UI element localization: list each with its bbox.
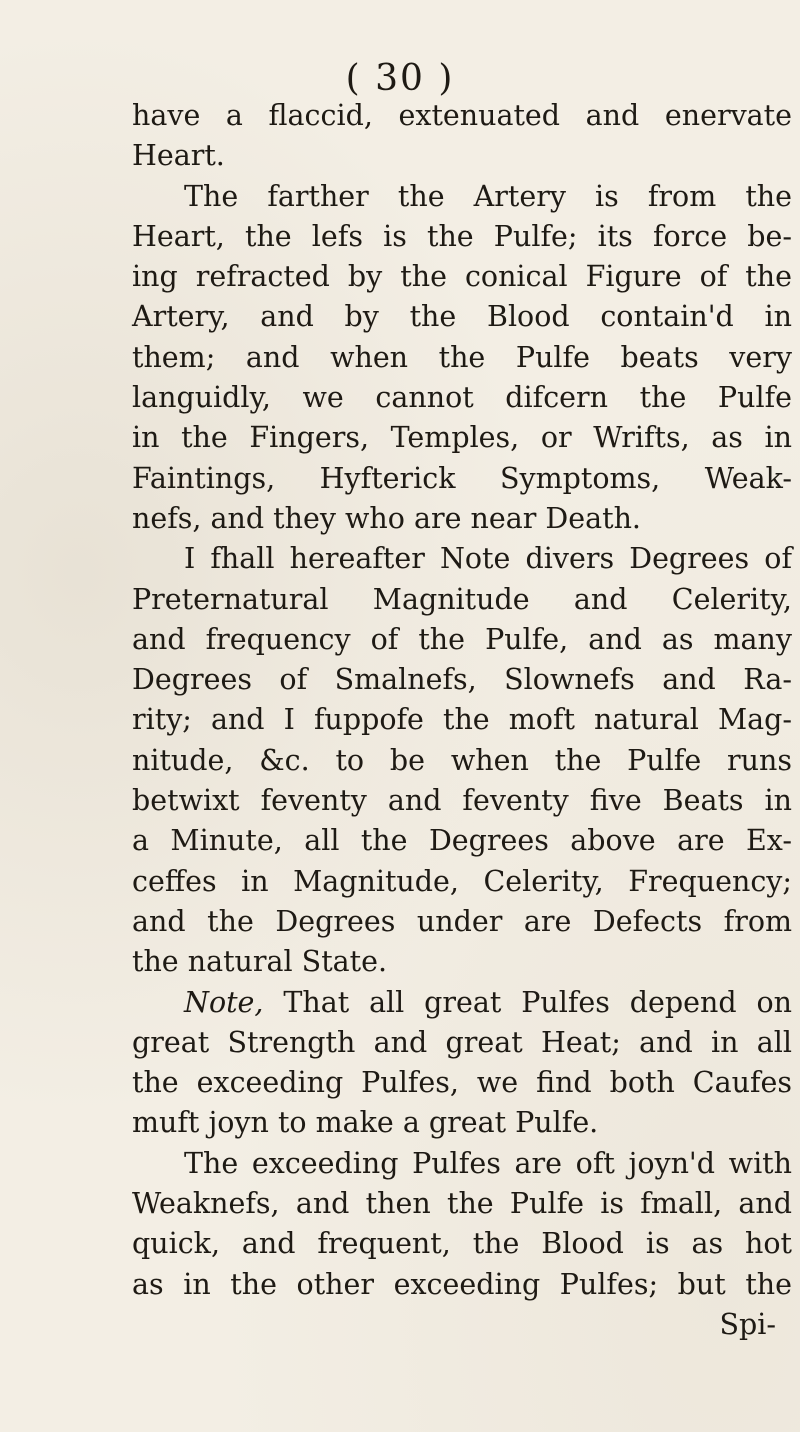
- text-line: as in the other exceeding Pulfes; but the: [132, 1267, 792, 1301]
- text-line: great Strength and great Heat; and in all: [132, 1025, 792, 1059]
- text-line: the natural State.: [132, 945, 388, 979]
- text-line: Heart.: [132, 139, 225, 173]
- text-line: Heart, the lefs is the Pulfe; its force be-: [132, 219, 792, 253]
- text-line: Degrees of Smalnefs, Slownefs and Ra-: [132, 663, 792, 697]
- text-line: Preternatural Magnitude and Celerity,: [132, 582, 792, 616]
- page-number: ( 30 ): [345, 58, 455, 99]
- text-line: Weaknefs, and then the Pulfe is fmall, and: [132, 1187, 792, 1221]
- text-line: Faintings, Hyfterick Symptoms, Weak-: [132, 461, 792, 495]
- body-text: [132, 96, 792, 1345]
- text-line: [132, 983, 792, 1023]
- text-line: The farther the Artery is from the: [184, 179, 792, 213]
- text-line: nitude, &c. to be when the Pulfe runs: [132, 743, 792, 777]
- text-line: the exceeding Pulfes, we find both Caufes: [132, 1066, 792, 1100]
- text-line: and frequency of the Pulfe, and as many: [132, 622, 792, 656]
- text-line: languidly, we cannot difcern the Pulfe: [132, 381, 792, 415]
- text-line-rest: That all great Pulfes depend on: [283, 985, 793, 1019]
- note-word: Note,: [184, 985, 264, 1019]
- text-line: Artery, and by the Blood contain'd in: [132, 300, 792, 334]
- text-line: The exceeding Pulfes are oft joyn'd with: [184, 1146, 792, 1180]
- text-line: muft joyn to make a great Pulfe.: [132, 1106, 599, 1140]
- text-line: quick, and frequent, the Blood is as hot: [132, 1227, 792, 1261]
- text-line: rity; and I fuppofe the moft natural Mag-: [132, 703, 792, 737]
- catchword: Spi-: [719, 1307, 776, 1341]
- text-line: have a flaccid, extenuated and enervate: [132, 99, 792, 132]
- text-line: betwixt feventy and feventy five Beats in: [132, 784, 792, 818]
- text-line: in the Fingers, Temples, or Wrifts, as in: [132, 421, 792, 455]
- text-line: nefs, and they who are near Death.: [132, 501, 641, 535]
- text-line: ceffes in Magnitude, Celerity, Frequency;: [132, 864, 792, 898]
- text-line: them; and when the Pulfe beats very: [132, 340, 792, 374]
- text-line: ing refracted by the conical Figure of the: [132, 260, 792, 294]
- text-line: I fhall hereafter Note divers Degrees of: [184, 542, 792, 576]
- text-line: and the Degrees under are Defects from: [132, 904, 792, 938]
- text-line: a Minute, all the Degrees above are Ex-: [132, 824, 792, 858]
